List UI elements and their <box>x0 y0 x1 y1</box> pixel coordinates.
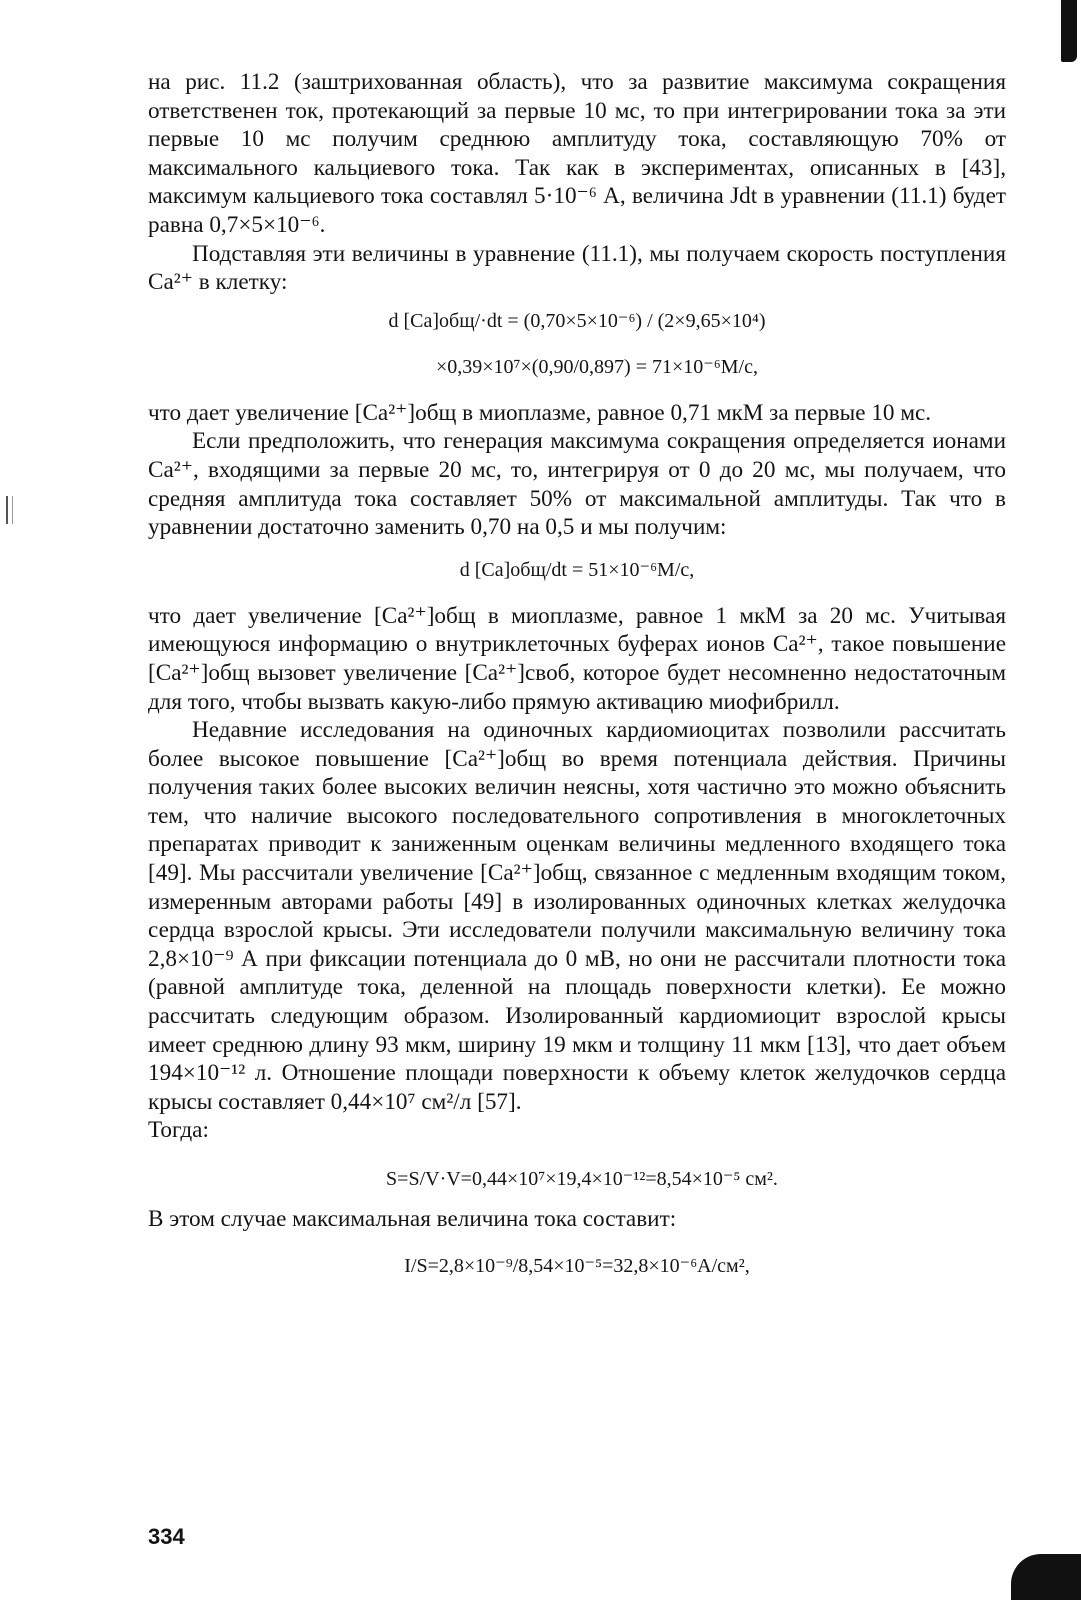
formula-current-density: I/S=2,8×10⁻⁹/8,54×10⁻⁵=32,8×10⁻⁶А/см², <box>404 1254 750 1277</box>
paragraph-then: Тогда: <box>148 1117 209 1144</box>
paragraph-6: Недавние исследования на одиночных кардиомиоцитах позволили рассчитать более высокое повышение [Ca²⁺]общ во время потенциала действия. Причины получения таких более высоких величин неясны, хотя частично это можно объяснить тем, что наличие высокого последовательного сопротивления в многоклеточных препаратах приводит к заниженным оценкам величины медленного входящего тока [49]. Мы рассчитали увеличение [Ca²⁺]общ, связанное с медленным входящим током, измеренным авторами работы [49] в изолированных одиночных клетках желудочка сердца взрослой крысы. Эти исследователи получили максимальную величину тока 2,8×10⁻⁹ А при фиксации потенциала до 0 мВ, но они не рассчитали плотности тока (равной амплитуде тока, деленной на площадь поверхности клетки). Ее можно рассчитать следующим образом. Изолированный кардиомиоцит взрослой крысы имеет среднюю длину 93 мкм, ширину 19 мкм и толщину 11 мкм [13], что дает объем 194×10⁻¹² л. Отношение площади поверхности к объему клеток желудочков сердца крысы составляет 0,44×10⁷ см²/л [57]. <box>148 717 1006 1115</box>
scan-edge-mark-top <box>1061 0 1077 62</box>
paragraph-5: что дает увеличение [Ca²⁺]общ в миоплазме, равное 1 мкМ за 20 мс. Учитывая имеющуюся информацию о внутриклеточных буферах ионов Ca²⁺, такое повышение [Ca²⁺]общ вызовет увеличение [Ca²⁺]своб, которое будет несомненно недостаточным для того, чтобы вызвать какую-либо прямую активацию миофибрилл. <box>148 602 1006 715</box>
scan-edge-mark-bottom <box>1011 1554 1081 1600</box>
paragraph-4: Если предположить, что генерация максимума сокращения определяется ионами Ca²⁺, входящими за первые 20 мс, то, интегрируя от 0 до 20 мс, мы получаем, что средняя амплитуда тока составляет 50% от максимальной амплитуды. Так что в уравнении достаточно заменить 0,70 на 0,5 и мы получим: <box>148 428 1006 541</box>
paragraph-2: Подставляя эти величины в уравнение (11.1), мы получаем скорость поступления Ca²⁺ в клетку: <box>148 240 1006 296</box>
paragraph-3: что дает увеличение [Ca²⁺]общ в миоплазме, равное 0,71 мкМ за первые 10 мс. <box>148 399 932 426</box>
scan-margin-mark <box>6 496 13 524</box>
paragraph-1: на рис. 11.2 (заштрихованная область), что за развитие максимума сокращения ответственен ток, протекающий за первые 10 мс, то при интегрировании тока за эти первые 10 мс получим среднюю амплитуду тока, составляющую 70% от максимального кальциевого тока. Так как в экспериментах, описанных в [43], максимум кальциевого тока составлял 5·10⁻⁶ А, величина Jdt в уравнении (11.1) будет равна 0,7×5×10⁻⁶. <box>148 69 1006 238</box>
formula-rate-line-2: ×0,39×10⁷×(0,90/0,897) = 71×10⁻⁶М/с, <box>436 355 758 378</box>
formula-surface-area: S=S/V·V=0,44×10⁷×19,4×10⁻¹²=8,54×10⁻⁵ см². <box>386 1168 778 1190</box>
page-number: 334 <box>148 1524 185 1549</box>
formula-rate-line-1: d [Ca]общ/·dt = (0,70×5×10⁻⁶) / (2×9,65×10⁴) <box>388 309 766 332</box>
page-body <box>148 68 1006 1288</box>
formula-rate-20ms: d [Ca]общ/dt = 51×10⁻⁶М/с, <box>459 558 695 581</box>
paragraph-7: В этом случае максимальная величина тока составит: <box>148 1206 677 1232</box>
